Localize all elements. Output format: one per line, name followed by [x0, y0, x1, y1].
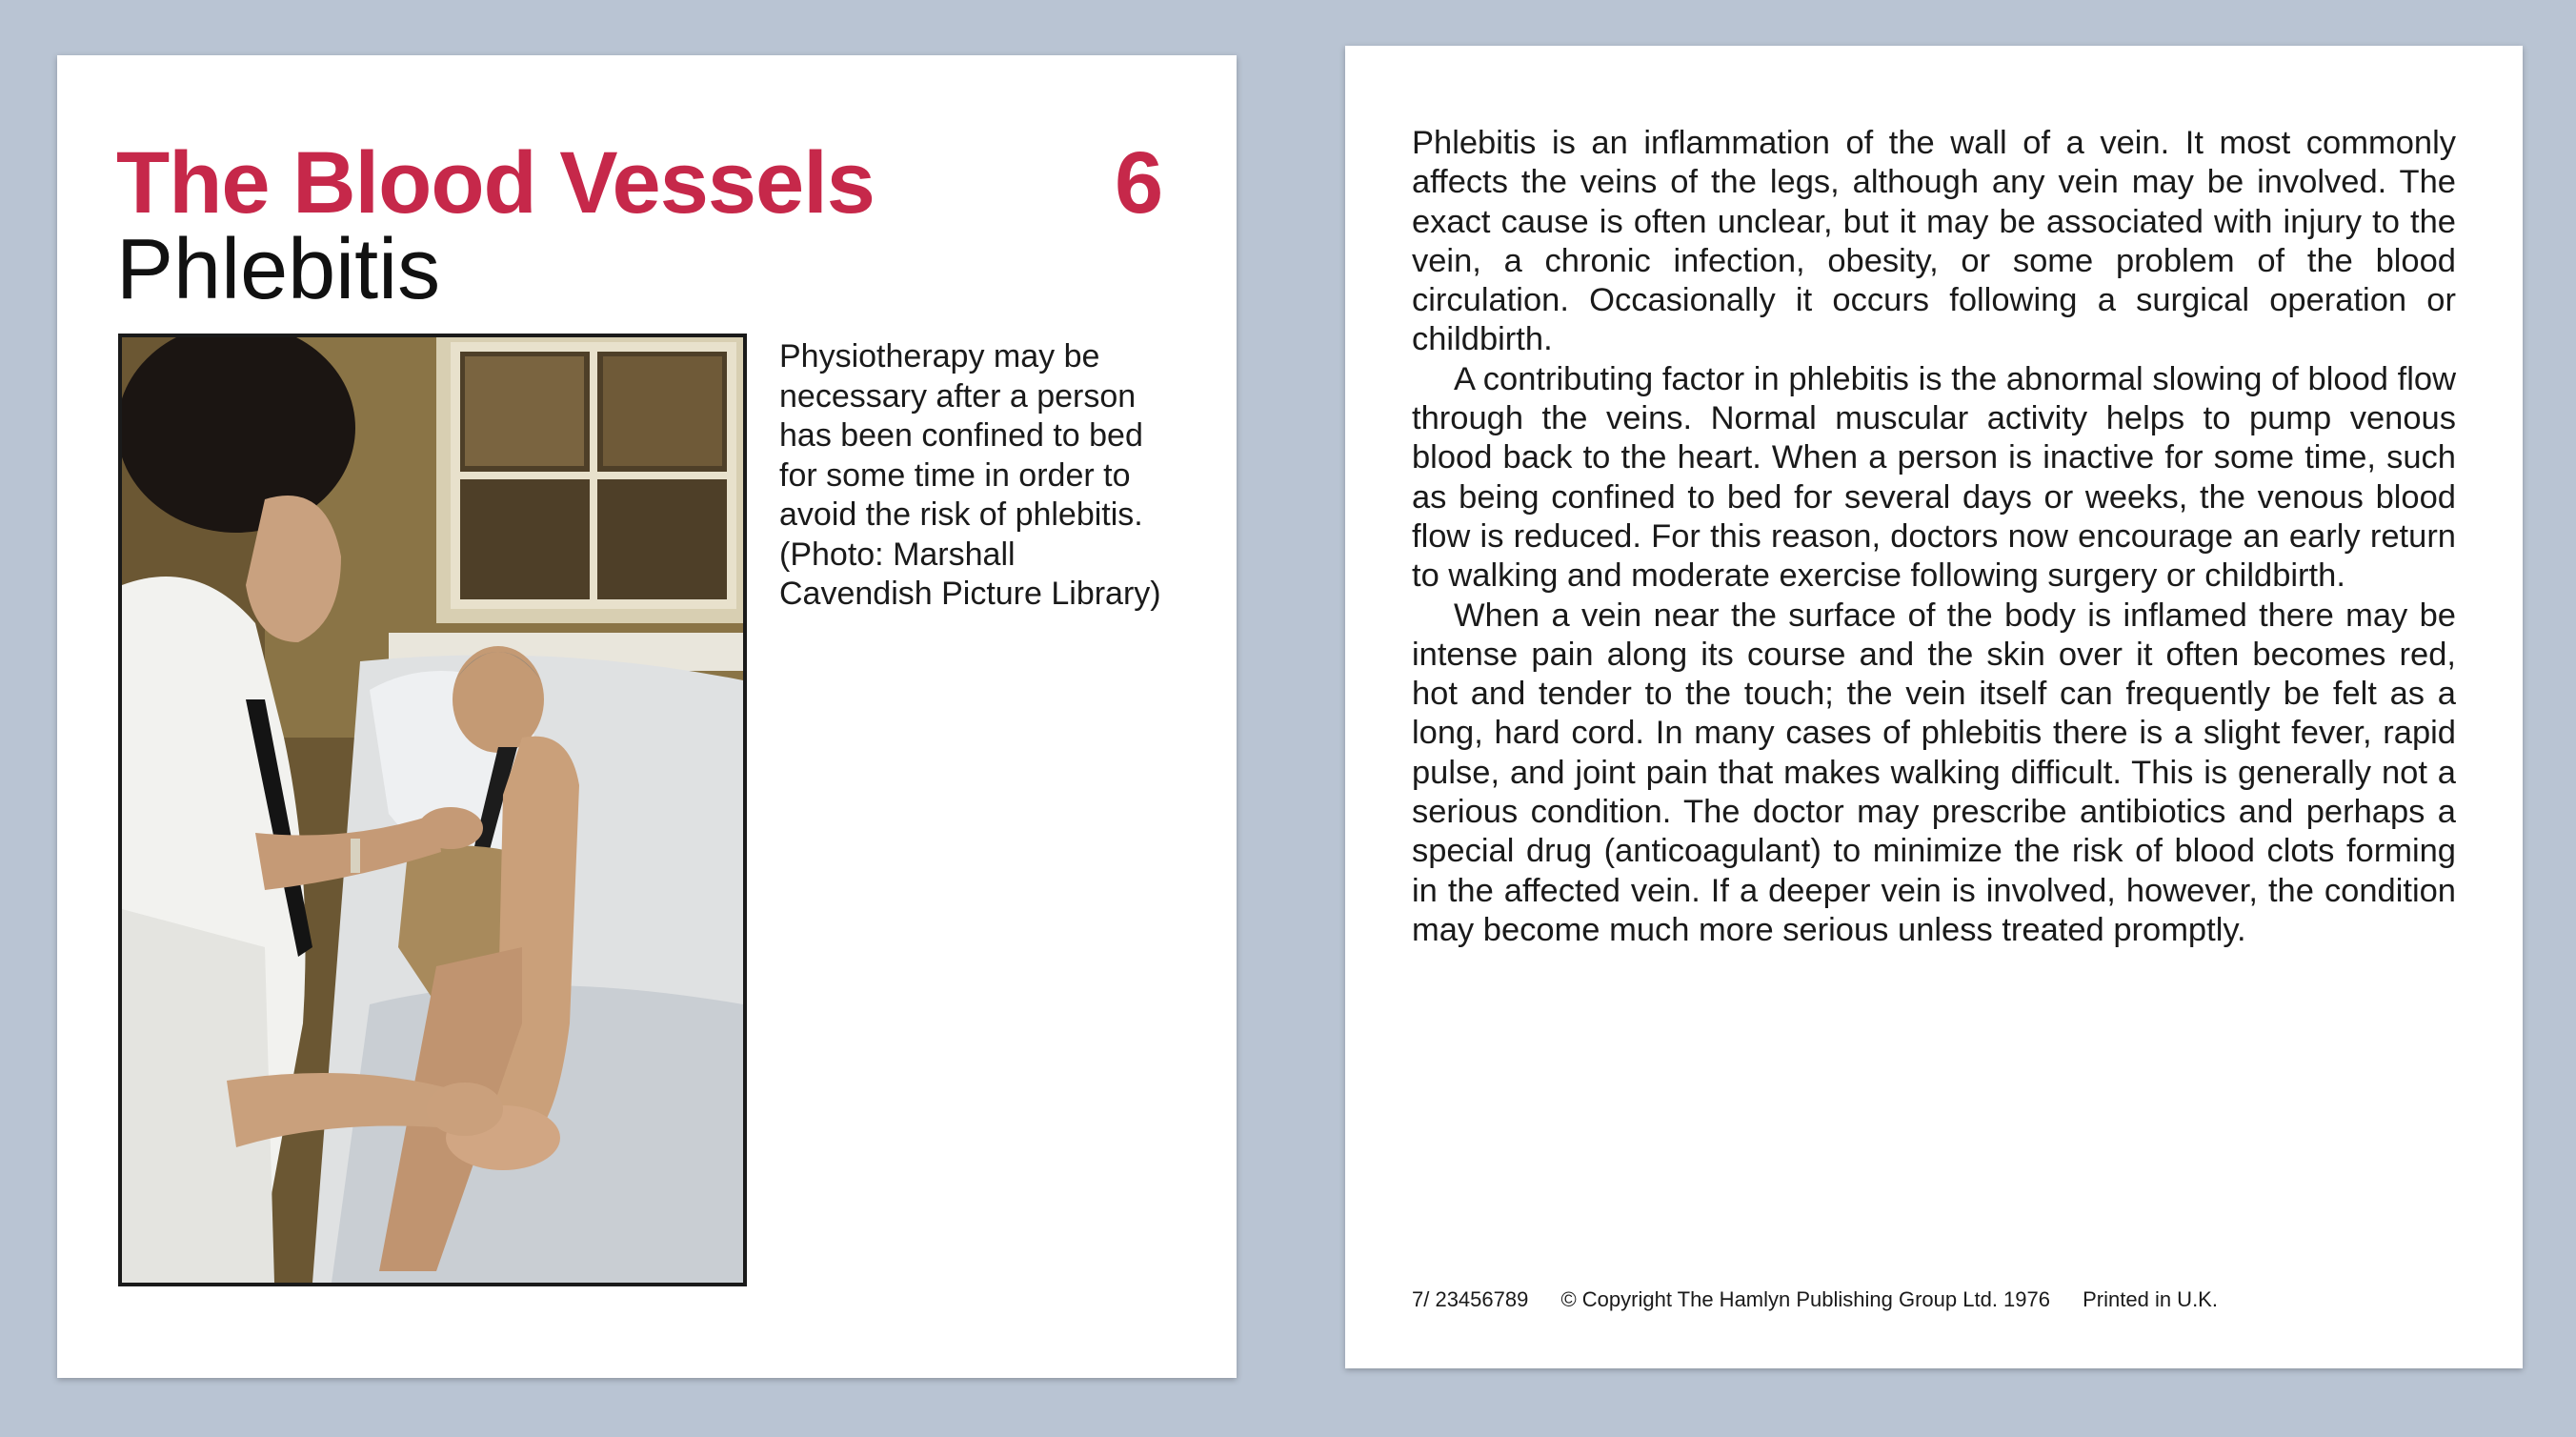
paragraph-1: Phlebitis is an inflammation of the wall of a vein. It most commonly affects the veins of the legs, although any vein may be involved. The exact cause is often unclear, but it may be associated with injury to the vein, a chronic infection, obesity, or some problem of the blood circulation. Occasionally it occurs following a surgical operation or childbirth.: [1412, 125, 2456, 358]
card-code: 7/ 23456789: [1412, 1287, 1529, 1311]
card-back: [1345, 46, 2523, 1368]
body-text: [1412, 124, 2456, 950]
paragraph-2: A contributing factor in phlebitis is the abnormal slowing of blood flow through the veins. Normal muscular activity helps to pump venous blood back to the heart. When a person is inactive for some time, such as being confined to bed for several days or weeks, the venous blood flow is reduced. For this reason, doctors now encourage an early return to walking and moderate exercise following surgery or childbirth.: [1412, 360, 2456, 595]
paragraph-3: When a vein near the surface of the body is inflamed there may be intense pain along its course and the skin over it often becomes red, hot and tender to the touch; the vein itself can frequently be felt as a long, hard cord. In many cases of phlebitis there is a slight fever, rapid pulse, and joint pain that makes walking difficult. This is generally not a serious condition. The doctor may prescribe antibiotics and perhaps a special drug (anticoagulant) to minimize the risk of blood clots forming in the affected vein. If a deeper vein is involved, however, the condition may become much more serious unless treated promptly.: [1412, 597, 2456, 948]
series-title: The Blood Vessels: [116, 134, 875, 232]
copyright-notice: © Copyright The Hamlyn Publishing Group Ltd. 1976: [1560, 1287, 2050, 1311]
card-title: Phlebitis: [116, 222, 441, 317]
card-number: 6: [1115, 134, 1164, 232]
card-front: [57, 55, 1237, 1378]
printed-location: Printed in U.K.: [2083, 1287, 2218, 1311]
photo-nurse-patient: [118, 334, 747, 1286]
photo-caption: Physiotherapy may be necessary after a person has been confined to bed for some time in order to avoid the risk of phlebitis. (Photo: Marshall Cavendish Picture Library): [779, 338, 1161, 612]
card-footer: [1412, 1287, 2244, 1312]
